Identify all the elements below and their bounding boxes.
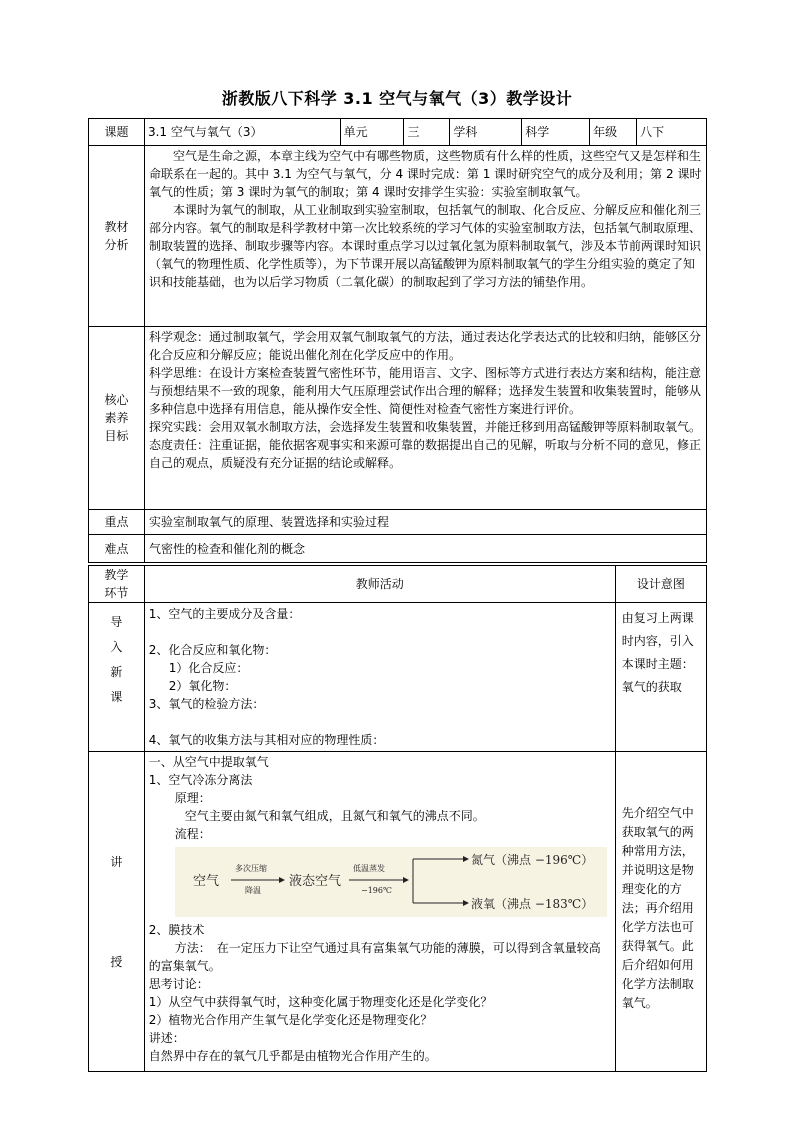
flow-air: 空气 [192, 874, 219, 889]
air-separation-flow-diagram [175, 847, 607, 917]
lecture-line-8: 思考讨论： [148, 977, 209, 991]
intro-line-2 [149, 623, 611, 641]
lecture-line-10: 2）植物光合作用产生氧气是化学变化还是物理变化？ [148, 1013, 433, 1027]
flow-diagram-svg [175, 847, 607, 917]
core-literacy-concept: 科学观念：通过制取氧气，学会用双氧气制取氧气的方法，通过表达化学表达式的比较和归纳，能够区分化合反应和分解反应；能说出催化剂在化学反应中的作用。 [148, 330, 701, 362]
grade-label: 年级 [590, 119, 637, 146]
subject-label: 学科 [450, 119, 522, 146]
core-literacy-thinking: 科学思维：在设计方案检查装置气密性环节，能用语言、文字、图标等方式进行表达方案和结构，能注意与预想结果不一致的现象，能利用大气压原理尝试作出合理的解释；选择发生装置和收集装置时，能够从多种信息中选择有用信息，能从操作安全性、简便性对检查气密性方案进行评价。 [148, 366, 701, 416]
lecture-line-1: 一、从空气中提取氧气 [148, 755, 269, 769]
topic-value: 3.1 空气与氧气（3） [144, 119, 340, 146]
flow-step1-top: 多次压缩 [234, 864, 267, 873]
process-header-intent: 设计意图 [615, 566, 706, 603]
flow-arrowhead-o2 [463, 900, 469, 906]
textbook-analysis-p2: 本课时为氧气的制取，从工业制取到实验室制取，包括氧气的制取、化合反应、分解反应和催化剂三部分内容。氧气的制取是科学教材中第一次比较系统的学习气体的实验室制取方法，包括氧气制取原理、制取装置的选择、制取步骤等内容。本课时重点学习以过氧化氢为原料制取氧气，涉及本节前两课时知识（氧气的物理性质、化学性质等），为下节课开展以高锰酸钾为原料制取氧气的学生分组实验的奠定了知识和技能基础，也为以后学习物质（二氧化碳）的制取起到了学习方法的铺垫作用。 [148, 203, 701, 289]
unit-label: 单元 [340, 119, 404, 146]
difficulty-label: 难点 [89, 535, 145, 563]
key-point-label: 重点 [89, 510, 145, 535]
lecture-line-3: 原理： [174, 791, 211, 805]
lecture-line-12: 自然界中存在的氧气几乎都是由植物光合作用产生的。 [148, 1049, 437, 1063]
lecture-line-9: 1）从空气中获得氧气时，这种变化属于物理变化还是化学变化？ [148, 995, 493, 1009]
intro-line-6: 3、氧气的检验方法： [148, 697, 265, 711]
intro-label-3: 新 [110, 664, 123, 679]
intro-label-1: 导 [110, 614, 123, 629]
intro-line-4: 1）化合反应： [168, 661, 249, 675]
document-title: 浙教版八下科学 3.1 空气与氧气（3）教学设计 [221, 89, 573, 108]
flow-oxygen: 液氧（沸点 −183℃） [470, 897, 593, 911]
flow-arrowhead-2 [403, 877, 409, 883]
teaching-process-table [88, 565, 707, 1072]
flow-liquid-air: 液态空气 [288, 874, 341, 889]
flow-arrowhead-n2 [463, 856, 469, 862]
flow-arrowhead-1 [279, 877, 285, 883]
topic-label: 课题 [89, 119, 145, 146]
intro-line-1: 1、空气的主要成分及含量： [148, 607, 301, 621]
core-literacy-label: 核心素养目标 [89, 327, 145, 510]
intro-line-5: 2）氧化物： [168, 679, 237, 693]
intro-line-3: 2、化合反应和氧化物： [148, 643, 277, 657]
lecture-label-1: 讲 [110, 854, 123, 869]
textbook-analysis-p1: 空气是生命之源，本章主线为空气中有哪些物质，这些物质有什么样的性质，这些空气又是怎样和生命联系在一起的。其中 3.1 为空气与氧气，分 4 课时完成：第 1 课时研究空气的成分及利用；第 2 课时氧气的性质；第 3 课时为氧气的制取；第 4 课时安排学生实验：实验室制取氧气。 [148, 149, 702, 199]
core-literacy-attitude: 态度责任：注重证据，能依据客观事实和来源可靠的数据提出自己的见解，听取与分析不同的意见，修正自己的观点，质疑没有充分证据的结论或解释。 [148, 438, 701, 470]
core-literacy-practice: 探究实践：会用双氧水制取方法，会选择发生装置和收集装置，并能迁移到用高锰酸钾等原料制取氧气。 [148, 420, 701, 434]
lecture-intent: 先介绍空气中获取氧气的两种常用方法，并说明这是物理变化的方法；再介绍用化学方法也可获得氧气。此后介绍如何用化学方法制取氧气。 [615, 752, 706, 1072]
flow-step1-bottom: 降温 [244, 886, 261, 895]
lecture-line-4: 空气主要由氮气和氧气组成，且氮气和氧气的沸点不同。 [184, 809, 485, 823]
lecture-line-5: 流程： [174, 827, 211, 841]
flow-nitrogen: 氮气（沸点 −196℃） [470, 853, 593, 867]
intro-label-4: 课 [110, 689, 123, 704]
unit-value: 三 [404, 119, 450, 146]
intro-line-8: 4、氧气的收集方法与其相对应的物理性质： [148, 733, 385, 747]
lecture-label-2: 授 [110, 954, 123, 969]
lecture-line-11: 讲述： [148, 1031, 185, 1045]
lesson-info-table [88, 118, 707, 563]
difficulty-value: 气密性的检查和催化剂的概念 [144, 535, 706, 563]
lecture-line-7: 方法： 在一定压力下让空气通过具有富集氧气功能的薄膜，可以得到含氧量较高的富集氧气。 [148, 941, 601, 973]
grade-value: 八下 [637, 119, 707, 146]
intro-intent: 由复习上两课时内容，引入本课时主题：氧气的获取 [615, 603, 706, 752]
subject-value: 科学 [522, 119, 590, 146]
flow-step2-bottom: −196℃ [360, 886, 392, 895]
process-header-teacher: 教师活动 [144, 566, 615, 603]
intro-label-2: 入 [110, 639, 123, 654]
flow-step2-top: 低温蒸发 [352, 864, 385, 873]
textbook-analysis-label: 教材分析 [89, 146, 145, 327]
process-header-stage: 教学环节 [89, 566, 145, 603]
lecture-line-2: 1、空气冷冻分离法 [148, 773, 253, 787]
intro-line-7 [149, 713, 611, 731]
lecture-line-6: 2、膜技术 [148, 923, 205, 937]
key-point-value: 实验室制取氧气的原理、装置选择和实验过程 [144, 510, 706, 535]
